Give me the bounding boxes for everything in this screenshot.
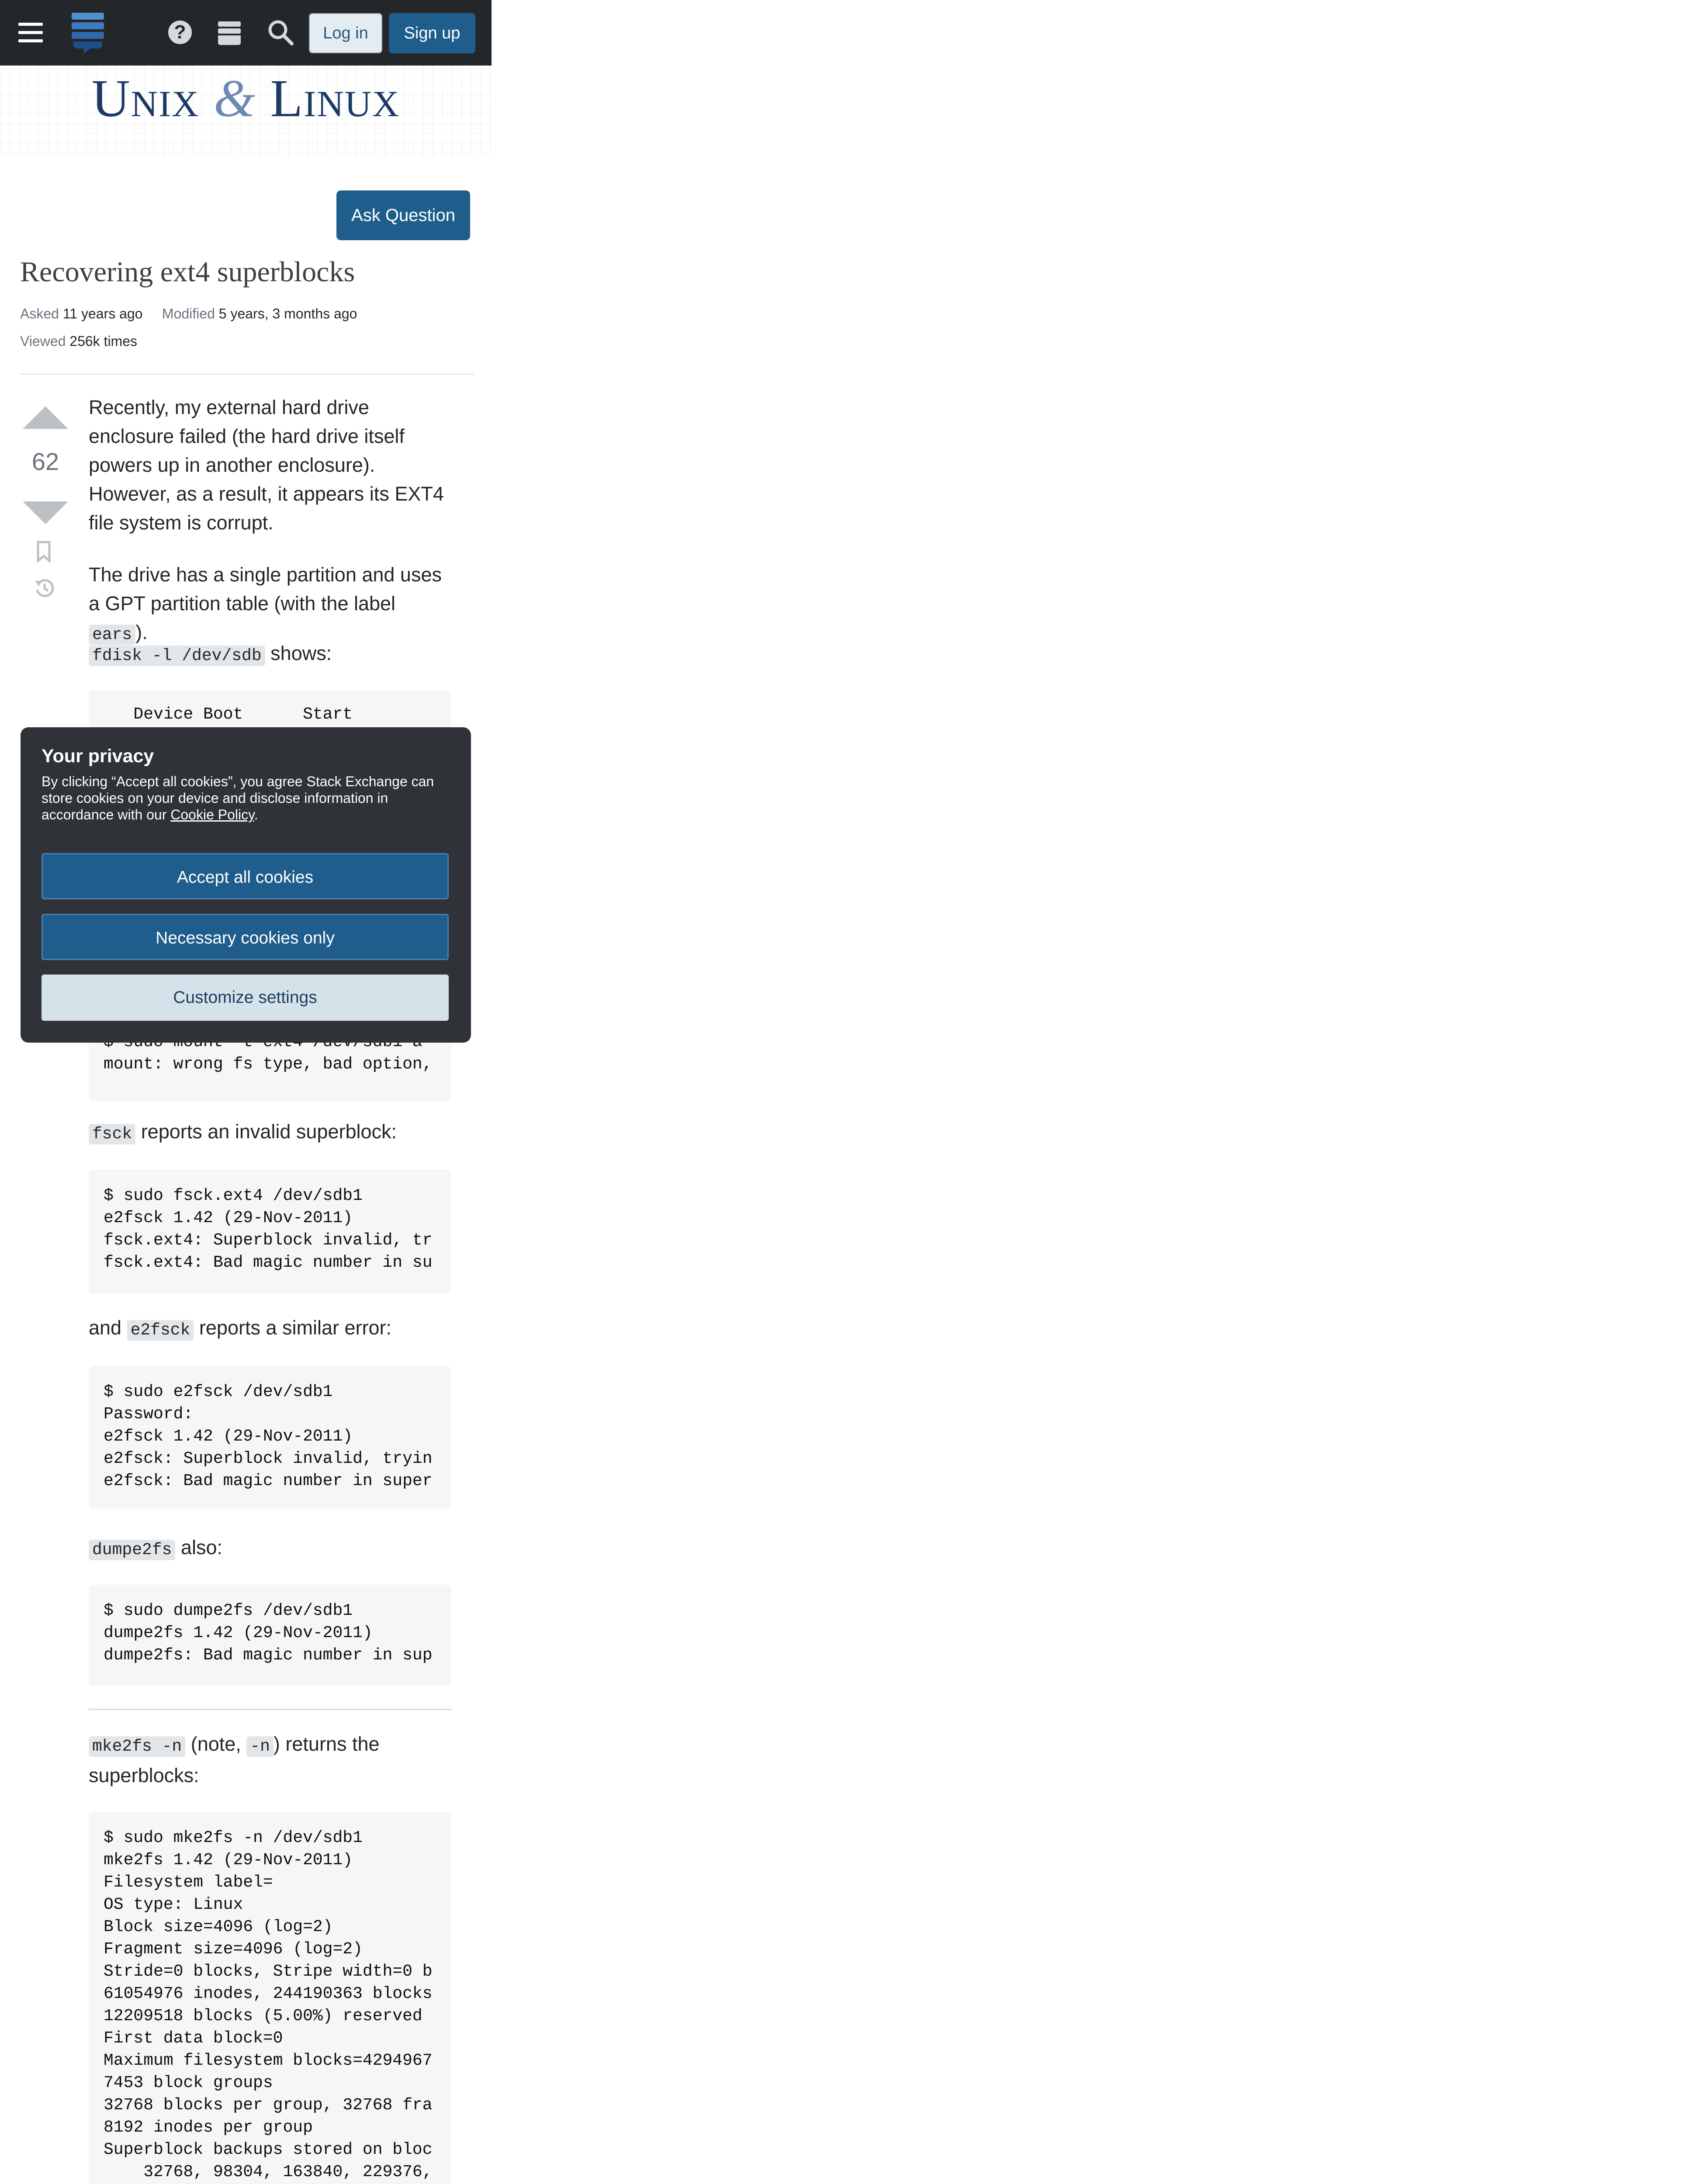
- cookie-title: Your privacy: [42, 746, 154, 767]
- site-title-linux: Linux: [270, 69, 400, 128]
- text: ) returns the superblocks:: [89, 1733, 380, 1787]
- text: reports an invalid superblock:: [135, 1120, 397, 1143]
- downvote-icon[interactable]: [23, 501, 68, 524]
- modified-label: Modified: [162, 306, 215, 321]
- inline-code: e2fsck: [127, 1320, 194, 1341]
- customize-settings-button[interactable]: Customize settings: [42, 975, 449, 1021]
- post-paragraph: [89, 639, 451, 670]
- cookie-policy-link[interactable]: Cookie Policy: [170, 807, 254, 822]
- text: also:: [175, 1536, 222, 1559]
- asked-value: 11 years ago: [62, 306, 143, 321]
- code-block-mke2fs: $ sudo mke2fs -n /dev/sdb1 mke2fs 1.42 (29-Nov-2011) Filesystem label= OS type: Linux Block size=4096 (log=2) Fragment size=4096 (log=2) Stride=0 blocks, Stripe width=0 b 61054976 inodes, 244190363 blocks 12209518 blocks (5.00%) reserved First data block=0 Maximum filesystem blocks=4294967 7453 block groups 32768 blocks per group, 32768 fra 8192 inodes per group Superblock backups stored on bloc 32768, 98304, 163840, 229376,: [89, 1812, 451, 2184]
- text: .: [254, 807, 258, 822]
- header-divider: [20, 373, 474, 375]
- code-block-fsck: $ sudo fsck.ext4 /dev/sdb1 e2fsck 1.42 (29-Nov-2011) fsck.ext4: Superblock invalid, tr fsck.ext4: Bad magic number in su: [89, 1170, 451, 1294]
- text: ).: [135, 621, 148, 643]
- hamburger-icon[interactable]: [18, 23, 43, 43]
- top-bar: [0, 0, 492, 66]
- modified-value[interactable]: 5 years, 3 months ago: [218, 306, 357, 321]
- inline-code: fsck: [89, 1124, 135, 1144]
- vote-count: 62: [31, 448, 59, 475]
- code-block-dumpe2fs: $ sudo dumpe2fs /dev/sdb1 dumpe2fs 1.42 (29-Nov-2011) dumpe2fs: Bad magic number in sup: [89, 1585, 451, 1686]
- cookie-consent-dialog: [21, 727, 471, 1043]
- text: shows:: [265, 642, 332, 664]
- accept-all-cookies-button[interactable]: Accept all cookies: [42, 853, 449, 899]
- asked-label: Asked: [20, 306, 59, 321]
- inline-code: fdisk -l /dev/sdb: [89, 646, 265, 666]
- viewed-value: 256k times: [69, 333, 137, 349]
- login-button[interactable]: Log in: [309, 13, 382, 53]
- question-meta-dates: [20, 306, 357, 322]
- bookmark-icon[interactable]: [37, 541, 51, 563]
- question-title[interactable]: Recovering ext4 superblocks: [20, 256, 355, 288]
- code-block-mount: mount: wrong fs type, bad option,: [89, 1031, 451, 1101]
- text: (note,: [185, 1733, 247, 1755]
- inbox-icon[interactable]: [216, 21, 242, 46]
- text: and: [89, 1317, 127, 1339]
- text: reports a similar error:: [194, 1317, 392, 1339]
- site-title-unix: Unix: [91, 69, 200, 128]
- question-meta-views: [20, 333, 137, 349]
- upvote-icon[interactable]: [23, 406, 68, 429]
- post-paragraph: [89, 1313, 451, 1345]
- code-block-fdisk: Device Boot Start: [89, 690, 451, 729]
- necessary-cookies-button[interactable]: Necessary cookies only: [42, 914, 449, 960]
- ask-question-button[interactable]: Ask Question: [336, 190, 470, 240]
- inline-code: mke2fs -n: [89, 1736, 185, 1757]
- text: By clicking “Accept all cookies”, you agree Stack Exchange can store cookies on your device and disclose information in accordance with our: [42, 774, 434, 822]
- inline-code: ears: [89, 625, 135, 645]
- help-icon[interactable]: ?: [168, 21, 192, 44]
- post-paragraph: [89, 1117, 451, 1149]
- site-header: [0, 66, 492, 157]
- post-paragraph: [89, 1533, 451, 1565]
- stackexchange-logo-icon[interactable]: [71, 11, 105, 55]
- code-block-e2fsck: $ sudo e2fsck /dev/sdb1 Password: e2fsck 1.42 (29-Nov-2011) e2fsck: Superblock invalid, tryin e2fsck: Bad magic number in super: [89, 1366, 451, 1509]
- viewed-label: Viewed: [20, 333, 66, 349]
- inline-code: -n: [246, 1736, 274, 1757]
- site-title-amp: &: [214, 69, 256, 128]
- section-divider: [89, 1709, 451, 1710]
- post-paragraph: [89, 560, 451, 650]
- text: The drive has a single partition and uses a GPT partition table (with the label: [89, 563, 442, 615]
- signup-button[interactable]: Sign up: [389, 13, 475, 53]
- inline-code: dumpe2fs: [89, 1540, 175, 1560]
- history-icon[interactable]: [34, 577, 55, 598]
- cookie-text: [42, 773, 455, 823]
- site-title[interactable]: [0, 68, 492, 129]
- post-paragraph: [89, 1730, 451, 1790]
- post-paragraph: Recently, my external hard drive enclosure failed (the hard drive itself powers up in another enclosure). However, as a result, it appears its EXT4 file system is corrupt.: [89, 396, 444, 534]
- search-icon[interactable]: [267, 18, 294, 46]
